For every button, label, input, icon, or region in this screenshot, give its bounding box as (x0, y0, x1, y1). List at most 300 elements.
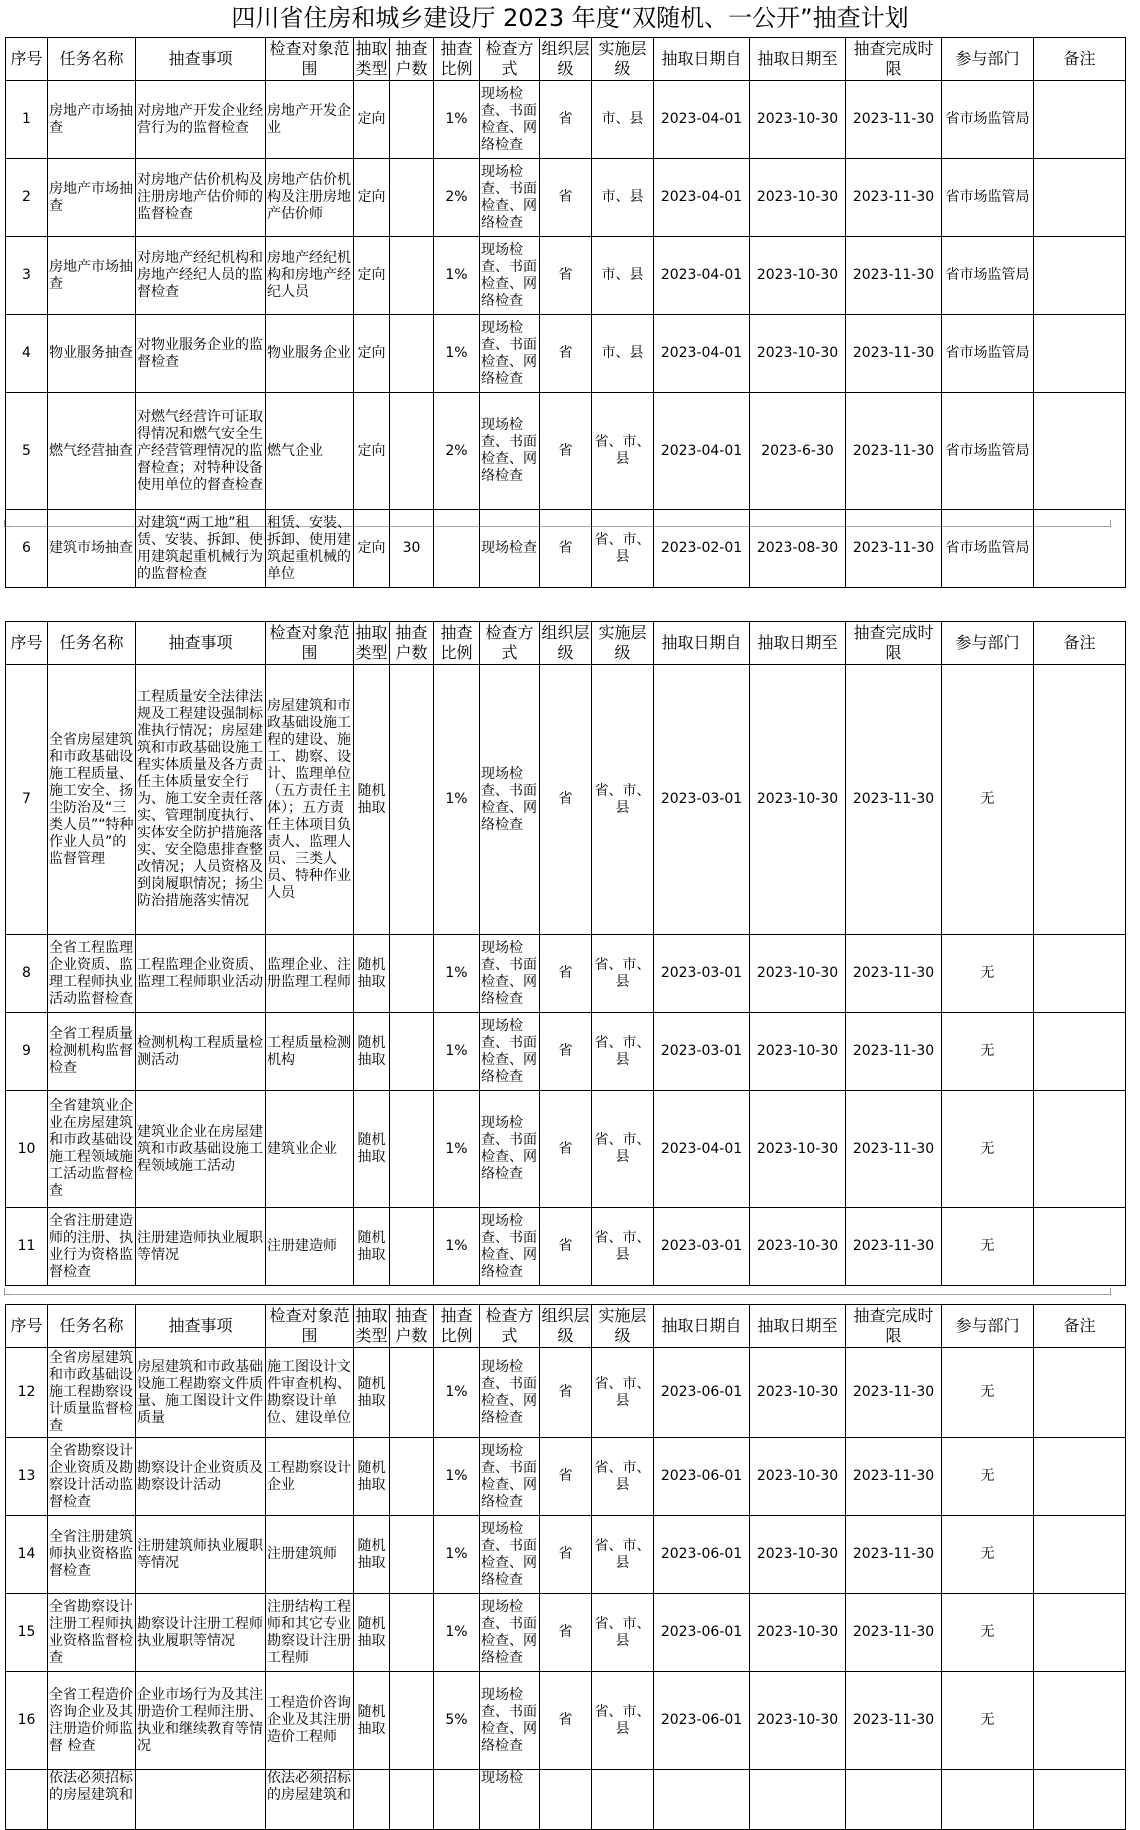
table-cell: 定向 (354, 510, 390, 588)
table-cell: 省市场监管局 (942, 237, 1034, 315)
column-header: 抽取日期自 (654, 38, 750, 81)
table-cell: 房屋建筑和市政基础设施工程的建设、施工、勘察、设计、监理单位（五方责任主体）；五方责任主体项目负责人、监理人员、三类人员、特种作业人员 (266, 665, 354, 935)
table-row (6, 665, 1126, 935)
table-cell: 2023-11-30 (846, 1091, 942, 1208)
table-cell: 省、市、县 (592, 1013, 654, 1091)
table-cell: 工程勘察设计企业 (266, 1438, 354, 1516)
table-cell (434, 510, 480, 588)
table-cell: 现场检查、书面检查、网络检查 (480, 81, 540, 159)
plan-table-page-3 (5, 1304, 1126, 1830)
table-cell: 2023-11-30 (846, 935, 942, 1013)
column-header: 序号 (6, 1305, 48, 1348)
table-cell: 2023-03-01 (654, 935, 750, 1013)
plan-table-page-2 (5, 621, 1126, 1286)
table-cell: 物业服务企业 (266, 315, 354, 393)
column-header: 抽查比例 (434, 1305, 480, 1348)
table-cell: 2023-11-30 (846, 1013, 942, 1091)
table-cell: 现场检查、书面检查、网络检查 (480, 159, 540, 237)
table-row (6, 1091, 1126, 1208)
header-row (6, 38, 1126, 81)
table-cell: 无 (942, 935, 1034, 1013)
table-row (6, 315, 1126, 393)
table-cell: 现场检查、书面检查、网络检查 (480, 1516, 540, 1594)
table-cell: 房地产开发企业 (266, 81, 354, 159)
table-cell: 省 (540, 1208, 592, 1286)
table-cell: 省、市、县 (592, 1438, 654, 1516)
table-cell: 2023-04-01 (654, 237, 750, 315)
table-row (6, 1672, 1126, 1770)
table-row (6, 393, 1126, 510)
table-cell: 对房地产开发企业经营行为的监督检查 (136, 81, 266, 159)
table-cell: 市、县 (592, 237, 654, 315)
table-cell: 工程监理企业资质、监理工程师职业活动 (136, 935, 266, 1013)
table-cell: 2023-04-01 (654, 393, 750, 510)
table-cell: 无 (942, 1672, 1034, 1770)
table-cell (354, 1770, 390, 1830)
table-cell: 现场检查、书面检查、网络检查 (480, 393, 540, 510)
column-header: 抽取类型 (354, 38, 390, 81)
table-cell: 市、县 (592, 315, 654, 393)
table-cell: 12 (6, 1348, 48, 1438)
table-cell: 现场检查、书面检查、网络检查 (480, 665, 540, 935)
table-cell: 企业市场行为及其注册造价工程师注册、执业和继续教育等情况 (136, 1672, 266, 1770)
table-cell (846, 1770, 942, 1830)
column-header: 抽查比例 (434, 622, 480, 665)
column-header: 抽查完成时限 (846, 38, 942, 81)
table-cell: 15 (6, 1594, 48, 1672)
table-cell: 1% (434, 1348, 480, 1438)
table-cell: 依法必须招标的房屋建筑和 (266, 1770, 354, 1830)
table-cell: 现场检查、书面检查、网络检查 (480, 935, 540, 1013)
column-header: 抽查完成时限 (846, 622, 942, 665)
table-cell: 5% (434, 1672, 480, 1770)
table-cell: 2023-10-30 (750, 1091, 846, 1208)
table-cell: 随机抽取 (354, 1672, 390, 1770)
table-cell: 2023-06-01 (654, 1348, 750, 1438)
table-row (6, 1348, 1126, 1438)
table-cell: 对房地产经纪机构和房地产经纪人员的监督检查 (136, 237, 266, 315)
table-row (6, 237, 1126, 315)
table-cell: 检测机构工程质量检测活动 (136, 1013, 266, 1091)
page-title: 四川省住房和城乡建设厅 2023 年度“双随机、一公开”抽查计划 (231, 4, 909, 32)
table-cell: 全省建筑业企业在房屋建筑和市政基础设施工程领域施工活动监督检查 (48, 1091, 136, 1208)
table-row (6, 510, 1126, 588)
table-cell: 11 (6, 1208, 48, 1286)
table-cell: 对燃气经营许可证取得情况和燃气安全生产经营管理情况的监督检查；对特种设备使用单位的督查检查 (136, 393, 266, 510)
table-cell: 9 (6, 1013, 48, 1091)
table-cell: 2023-11-30 (846, 1208, 942, 1286)
column-header: 抽查事项 (136, 38, 266, 81)
table-cell: 2023-11-30 (846, 1348, 942, 1438)
table-cell (1034, 1770, 1126, 1830)
table-cell: 省市场监管局 (942, 315, 1034, 393)
table-cell: 全省工程监理企业资质、监理工程师执业活动监督检查 (48, 935, 136, 1013)
table-cell: 工程质量检测机构 (266, 1013, 354, 1091)
table-cell (390, 393, 434, 510)
table-cell: 30 (390, 510, 434, 588)
table-cell: 2023-6-30 (750, 393, 846, 510)
table-cell: 全省注册建造师的注册、执业行为资格监督检查 (48, 1208, 136, 1286)
table-cell: 2023-11-30 (846, 237, 942, 315)
table-cell (1034, 665, 1126, 935)
column-header: 抽查事项 (136, 622, 266, 665)
column-header: 抽取日期自 (654, 1305, 750, 1348)
table-row (6, 1208, 1126, 1286)
table-cell: 省、市、县 (592, 1208, 654, 1286)
table-cell: 燃气经营抽查 (48, 393, 136, 510)
table-cell: 对建筑“两工地”租赁、安装、拆卸、使用建筑起重机械行为的监督检查 (136, 510, 266, 588)
table-row (6, 1516, 1126, 1594)
table-cell (390, 1348, 434, 1438)
table-cell: 省、市、县 (592, 665, 654, 935)
table-cell: 随机抽取 (354, 1013, 390, 1091)
table-cell: 无 (942, 1516, 1034, 1594)
table-cell: 2% (434, 393, 480, 510)
column-header: 参与部门 (942, 38, 1034, 81)
table-cell: 现场检查、书面检查、网络检查 (480, 315, 540, 393)
table-cell: 现场检查、书面检查、网络检查 (480, 237, 540, 315)
column-header: 抽查户数 (390, 622, 434, 665)
table-cell: 省、市、县 (592, 510, 654, 588)
table-cell: 随机抽取 (354, 1091, 390, 1208)
column-header: 检查对象范围 (266, 1305, 354, 1348)
column-header: 任务名称 (48, 1305, 136, 1348)
column-header: 备注 (1034, 1305, 1126, 1348)
table-cell: 5 (6, 393, 48, 510)
table-cell (390, 1013, 434, 1091)
table-cell: 1% (434, 665, 480, 935)
table-cell: 8 (6, 935, 48, 1013)
table-cell: 2023-10-30 (750, 935, 846, 1013)
table-cell: 随机抽取 (354, 665, 390, 935)
table-cell: 2023-10-30 (750, 1013, 846, 1091)
table-cell: 2023-10-30 (750, 1594, 846, 1672)
table-cell: 6 (6, 510, 48, 588)
table-cell: 1% (434, 935, 480, 1013)
column-header: 抽查比例 (434, 38, 480, 81)
table-cell: 2023-06-01 (654, 1438, 750, 1516)
column-header: 实施层级 (592, 38, 654, 81)
table-cell: 定向 (354, 315, 390, 393)
table-cell: 对房地产估价机构及注册房地产估价师的监督检查 (136, 159, 266, 237)
table-row (6, 1594, 1126, 1672)
table-cell: 省 (540, 237, 592, 315)
table-cell: 全省工程质量检测机构监督检查 (48, 1013, 136, 1091)
table-cell: 省 (540, 1013, 592, 1091)
table-cell: 省、市、县 (592, 1348, 654, 1438)
table-cell: 注册建筑师 (266, 1516, 354, 1594)
table-cell (1034, 1438, 1126, 1516)
table-cell: 施工图设计文件审查机构、勘察设计单位、建设单位 (266, 1348, 354, 1438)
table-cell: 依法必须招标的房屋建筑和 (48, 1770, 136, 1830)
table-cell: 省 (540, 1594, 592, 1672)
table-cell: 燃气企业 (266, 393, 354, 510)
table-cell: 省 (540, 1348, 592, 1438)
table-cell: 房地产经纪机构和房地产经纪人员 (266, 237, 354, 315)
header-row (6, 622, 1126, 665)
table-cell: 定向 (354, 393, 390, 510)
table-cell: 2023-04-01 (654, 159, 750, 237)
table-cell: 省 (540, 1438, 592, 1516)
table-cell: 1% (434, 315, 480, 393)
table-cell (540, 1770, 592, 1830)
table-cell: 2023-02-01 (654, 510, 750, 588)
table-cell: 省 (540, 315, 592, 393)
table-cell: 2023-04-01 (654, 315, 750, 393)
table-cell: 随机抽取 (354, 1348, 390, 1438)
table-cell: 13 (6, 1438, 48, 1516)
table-cell: 1% (434, 1438, 480, 1516)
table-cell: 注册建造师 (266, 1208, 354, 1286)
table-cell: 2023-10-30 (750, 159, 846, 237)
table-cell: 房地产市场抽查 (48, 159, 136, 237)
table-cell: 市、县 (592, 159, 654, 237)
table-cell: 4 (6, 315, 48, 393)
column-header: 抽取日期至 (750, 1305, 846, 1348)
table-cell: 2023-11-30 (846, 393, 942, 510)
table-cell: 2023-03-01 (654, 1208, 750, 1286)
table-cell (390, 237, 434, 315)
table-cell: 省市场监管局 (942, 510, 1034, 588)
table-cell: 现场检 (480, 1770, 540, 1830)
column-header: 实施层级 (592, 1305, 654, 1348)
table-cell: 省 (540, 935, 592, 1013)
table-cell (1034, 1091, 1126, 1208)
table-cell: 2023-11-30 (846, 665, 942, 935)
table-cell: 定向 (354, 159, 390, 237)
column-header: 抽取类型 (354, 1305, 390, 1348)
table-cell: 工程造价咨询企业及其注册造价工程师 (266, 1672, 354, 1770)
table-cell: 省 (540, 1672, 592, 1770)
column-header: 抽查完成时限 (846, 1305, 942, 1348)
table-cell: 无 (942, 1348, 1034, 1438)
table-cell: 省市场监管局 (942, 81, 1034, 159)
table-cell (390, 1208, 434, 1286)
table-cell: 2023-03-01 (654, 665, 750, 935)
table-cell: 2 (6, 159, 48, 237)
table-cell: 2023-03-01 (654, 1013, 750, 1091)
table-cell (1034, 1013, 1126, 1091)
table-cell: 建筑业企业在房屋建筑和市政基础设施工程领域施工活动 (136, 1091, 266, 1208)
column-header: 组织层级 (540, 1305, 592, 1348)
table-cell: 无 (942, 1438, 1034, 1516)
table-cell: 省市场监管局 (942, 393, 1034, 510)
table-cell (1034, 237, 1126, 315)
table-cell: 1% (434, 1208, 480, 1286)
table-cell: 2023-06-01 (654, 1594, 750, 1672)
table-cell: 1% (434, 1013, 480, 1091)
column-header: 检查对象范围 (266, 38, 354, 81)
table-cell (1034, 510, 1126, 588)
table-cell: 1 (6, 81, 48, 159)
table-cell (434, 1770, 480, 1830)
table-row (6, 1438, 1126, 1516)
table-cell: 省 (540, 1516, 592, 1594)
table-cell (6, 1770, 48, 1830)
table-cell: 无 (942, 1013, 1034, 1091)
table-cell: 现场检查、书面检查、网络检查 (480, 1594, 540, 1672)
table-cell: 物业服务抽查 (48, 315, 136, 393)
table-cell: 无 (942, 1091, 1034, 1208)
table-cell: 2023-04-01 (654, 1091, 750, 1208)
table-row (6, 1770, 1126, 1830)
table-cell: 省市场监管局 (942, 159, 1034, 237)
table-cell: 省 (540, 159, 592, 237)
page-divider (5, 1294, 1105, 1295)
table-cell: 1% (434, 81, 480, 159)
table-cell: 定向 (354, 237, 390, 315)
table-row (6, 159, 1126, 237)
column-header: 实施层级 (592, 622, 654, 665)
table-cell: 3 (6, 237, 48, 315)
column-header: 备注 (1034, 622, 1126, 665)
table-cell: 监理企业、注册监理工程师 (266, 935, 354, 1013)
column-header: 任务名称 (48, 38, 136, 81)
table-cell: 全省注册建筑师执业资格监督检查 (48, 1516, 136, 1594)
table-cell (750, 1770, 846, 1830)
table-cell: 无 (942, 1594, 1034, 1672)
table-cell: 现场检查、书面检查、网络检查 (480, 1438, 540, 1516)
column-header: 检查方式 (480, 38, 540, 81)
table-cell: 2023-11-30 (846, 1672, 942, 1770)
table-cell: 勘察设计注册工程师执业履职等情况 (136, 1594, 266, 1672)
table-cell (390, 665, 434, 935)
table-cell: 全省房屋建筑和市政基础设施工程勘察设计质量监督检查 (48, 1348, 136, 1438)
header-row (6, 1305, 1126, 1348)
column-header: 抽取类型 (354, 622, 390, 665)
table-cell: 10 (6, 1091, 48, 1208)
table-cell: 2023-10-30 (750, 237, 846, 315)
table-cell: 7 (6, 665, 48, 935)
table-cell: 房屋建筑和市政基础设施工程勘察文件质量、施工图设计文件质量 (136, 1348, 266, 1438)
table-cell: 1% (434, 237, 480, 315)
table-cell: 14 (6, 1516, 48, 1594)
table-cell: 现场检查 (480, 510, 540, 588)
table-cell: 全省房屋建筑和市政基础设施工程质量、施工安全、扬尘防治及“三类人员”“特种作业人员”的监督管理 (48, 665, 136, 935)
column-header: 备注 (1034, 38, 1126, 81)
table-cell: 工程质量安全法律法规及工程建设强制标准执行情况；房屋建筑和市政基础设施工程实体质量及各方责任主体质量安全行为、施工安全责任落实、管理制度执行、实体安全防护措施落实、安全隐患排查整改情况；人员资格及到岗履职情况；扬尘防治措施落实情况 (136, 665, 266, 935)
column-header: 抽查户数 (390, 38, 434, 81)
table-cell: 省 (540, 510, 592, 588)
table-row (6, 81, 1126, 159)
table-cell: 2023-08-30 (750, 510, 846, 588)
table-cell (1034, 1594, 1126, 1672)
table-cell (942, 1770, 1034, 1830)
table-cell: 2023-10-30 (750, 1438, 846, 1516)
table-cell: 对物业服务企业的监督检查 (136, 315, 266, 393)
table-cell: 1% (434, 1091, 480, 1208)
column-header: 抽查事项 (136, 1305, 266, 1348)
column-header: 抽查户数 (390, 1305, 434, 1348)
table-row (6, 935, 1126, 1013)
table-cell: 省、市、县 (592, 393, 654, 510)
page-corner-mark (4, 1288, 11, 1295)
column-header: 检查方式 (480, 622, 540, 665)
table-cell (654, 1770, 750, 1830)
table-cell: 无 (942, 665, 1034, 935)
table-cell: 2023-06-01 (654, 1516, 750, 1594)
table-cell: 2023-11-30 (846, 510, 942, 588)
table-cell: 现场检查、书面检查、网络检查 (480, 1348, 540, 1438)
table-cell: 1% (434, 1594, 480, 1672)
table-cell (390, 81, 434, 159)
table-cell: 2023-04-01 (654, 81, 750, 159)
column-header: 序号 (6, 38, 48, 81)
table-cell (1034, 1516, 1126, 1594)
table-cell (1034, 1348, 1126, 1438)
column-header: 抽取日期至 (750, 38, 846, 81)
table-row (6, 1013, 1126, 1091)
table-cell: 2023-10-30 (750, 665, 846, 935)
table-cell: 全省工程造价咨询企业及其注册造价师监督 检查 (48, 1672, 136, 1770)
table-cell: 2023-11-30 (846, 1516, 942, 1594)
table-cell (390, 935, 434, 1013)
table-cell: 2023-10-30 (750, 315, 846, 393)
table-cell (1034, 159, 1126, 237)
table-cell: 2023-10-30 (750, 1348, 846, 1438)
table-cell: 注册结构工程师和其它专业勘察设计注册工程师 (266, 1594, 354, 1672)
table-cell (1034, 393, 1126, 510)
table-cell (1034, 315, 1126, 393)
table-cell (1034, 1208, 1126, 1286)
table-cell: 2023-11-30 (846, 81, 942, 159)
column-header: 参与部门 (942, 622, 1034, 665)
table-cell: 2023-11-30 (846, 159, 942, 237)
table-cell (390, 1091, 434, 1208)
table-cell (1034, 935, 1126, 1013)
table-cell: 房地产估价机构及注册房地产估价师 (266, 159, 354, 237)
table-cell: 随机抽取 (354, 935, 390, 1013)
page-corner-mark (1104, 1288, 1111, 1295)
table-cell: 省、市、县 (592, 935, 654, 1013)
table-cell: 全省勘察设计注册工程师执业资格监督检查 (48, 1594, 136, 1672)
column-header: 抽取日期自 (654, 622, 750, 665)
column-header: 检查对象范围 (266, 622, 354, 665)
table-cell: 房地产市场抽查 (48, 237, 136, 315)
table-cell: 定向 (354, 81, 390, 159)
table-cell: 2023-10-30 (750, 1208, 846, 1286)
column-header: 组织层级 (540, 38, 592, 81)
table-cell: 无 (942, 1208, 1034, 1286)
table-cell: 省、市、县 (592, 1594, 654, 1672)
table-cell: 现场检查、书面检查、网络检查 (480, 1208, 540, 1286)
table-cell (592, 1770, 654, 1830)
table-cell: 建筑业企业 (266, 1091, 354, 1208)
table-cell: 随机抽取 (354, 1516, 390, 1594)
table-cell (390, 1672, 434, 1770)
column-header: 组织层级 (540, 622, 592, 665)
table-cell: 勘察设计企业资质及勘察设计活动 (136, 1438, 266, 1516)
table-cell: 现场检查、书面检查、网络检查 (480, 1672, 540, 1770)
table-cell: 现场检查、书面检查、网络检查 (480, 1091, 540, 1208)
table-cell: 随机抽取 (354, 1438, 390, 1516)
table-cell (1034, 81, 1126, 159)
table-cell: 全省勘察设计企业资质及勘察设计活动监督检查 (48, 1438, 136, 1516)
table-cell: 省、市、县 (592, 1672, 654, 1770)
column-header: 参与部门 (942, 1305, 1034, 1348)
table-cell (390, 315, 434, 393)
column-header: 任务名称 (48, 622, 136, 665)
column-header: 抽取日期至 (750, 622, 846, 665)
table-cell: 16 (6, 1672, 48, 1770)
table-cell: 1% (434, 1516, 480, 1594)
table-cell: 随机抽取 (354, 1208, 390, 1286)
table-cell: 随机抽取 (354, 1594, 390, 1672)
table-cell: 现场检查、书面检查、网络检查 (480, 1013, 540, 1091)
table-cell (390, 159, 434, 237)
table-cell: 省 (540, 393, 592, 510)
table-cell: 2023-11-30 (846, 315, 942, 393)
